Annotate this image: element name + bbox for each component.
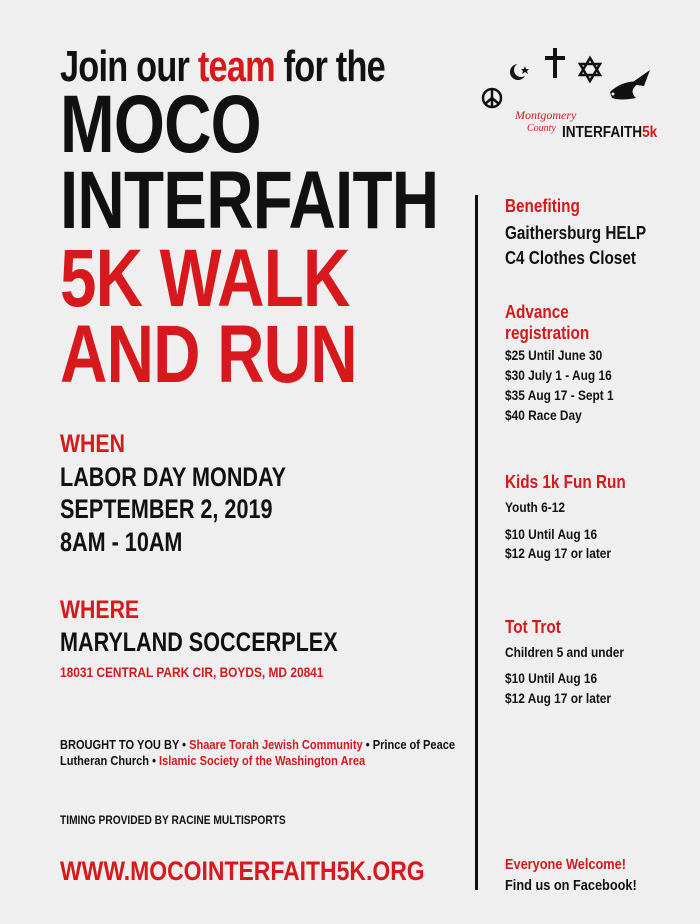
where-venue: MARYLAND SOCCERPLEX	[60, 627, 338, 657]
benefiting-item: C4 Clothes Closet	[505, 248, 636, 268]
sponsors-intro: BROUGHT TO YOU BY •	[60, 737, 190, 752]
headline-moco: MOCO	[60, 79, 261, 170]
logo-brand-accent: 5k	[642, 124, 658, 141]
sponsor-islamic-society: Islamic Society of the Washington Area	[159, 753, 366, 768]
sponsor-shaare-torah: Shaare Torah Jewish Community	[189, 737, 363, 752]
tot-trot-price: $12 Aug 17 or later	[505, 690, 612, 706]
dove-icon	[610, 70, 650, 100]
when-day: LABOR DAY MONDAY	[60, 462, 287, 492]
sponsor-prince-of-peace: Prince of Peace Lutheran Church	[60, 737, 456, 768]
where-address: 18031 CENTRAL PARK CIR, BOYDS, MD 20841	[60, 664, 324, 680]
advance-heading-line1: Advance	[505, 302, 569, 322]
star-of-david-icon	[580, 58, 600, 81]
when-date: SEPTEMBER 2, 2019	[60, 494, 273, 524]
advance-heading-line2: registration	[505, 323, 590, 343]
when-heading: WHEN	[60, 430, 125, 458]
star-crescent-icon	[510, 63, 529, 80]
sponsors-text	[60, 737, 460, 769]
benefiting-item: Gaithersburg HELP	[505, 223, 647, 243]
kids-run-price: $12 Aug 17 or later	[505, 545, 612, 561]
kids-run-age: Youth 6-12	[505, 499, 565, 515]
advance-price: $35 Aug 17 - Sept 1	[505, 387, 614, 403]
tot-trot-heading: Tot Trot	[505, 617, 561, 637]
kids-run-price: $10 Until Aug 16	[505, 526, 598, 542]
headline-5k-walk: 5K WALK	[60, 233, 350, 324]
column-divider	[475, 195, 478, 890]
cross-icon	[545, 48, 565, 78]
logo-brand-main: INTERFAITH	[562, 124, 643, 141]
where-heading: WHERE	[60, 596, 140, 624]
tot-trot-age: Children 5 and under	[505, 644, 625, 660]
kids-run-heading: Kids 1k Fun Run	[505, 472, 626, 492]
peace-icon	[483, 89, 501, 107]
everyone-welcome: Everyone Welcome!	[505, 856, 626, 873]
logo-line-county: County	[527, 123, 556, 134]
website-url[interactable]: WWW.MOCOINTERFAITH5K.ORG	[60, 856, 425, 886]
timing-credit: TIMING PROVIDED BY RACINE MULTISPORTS	[60, 813, 286, 827]
advance-price: $25 Until June 30	[505, 347, 603, 363]
headline-intro-emphasis: team	[197, 42, 275, 91]
tot-trot-price: $10 Until Aug 16	[505, 670, 598, 686]
advance-price: $30 July 1 - Aug 16	[505, 367, 612, 383]
facebook-link[interactable]: Find us on Facebook!	[505, 877, 637, 894]
logo-brand	[562, 124, 657, 142]
logo-line-montgomery: Montgomery	[515, 108, 577, 122]
sponsor-separator: •	[149, 753, 160, 768]
headline-and-run: AND RUN	[60, 309, 357, 400]
sponsor-separator: •	[362, 737, 373, 752]
headline-interfaith: INTERFAITH	[60, 155, 439, 246]
advance-price: $40 Race Day	[505, 407, 582, 423]
headline-intro-pre: Join our	[60, 42, 198, 91]
when-time: 8AM - 10AM	[60, 527, 183, 557]
benefiting-heading: Benefiting	[505, 196, 580, 216]
headline-intro-post: for the	[274, 42, 385, 91]
